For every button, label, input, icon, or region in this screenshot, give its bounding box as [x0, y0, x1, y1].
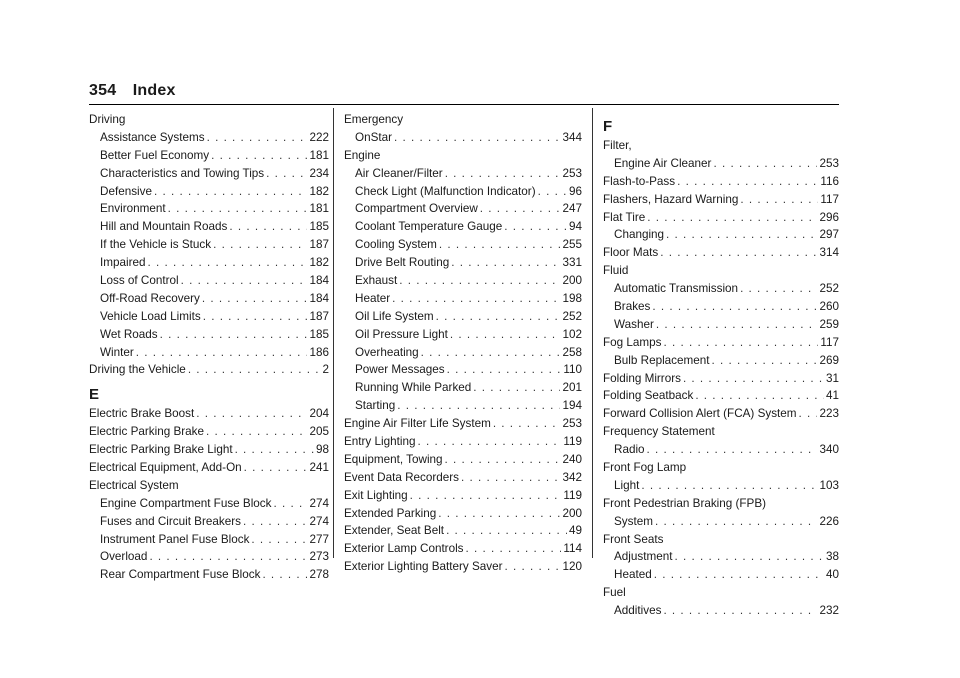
- index-entry: [603, 370, 839, 388]
- dot-leader: [493, 415, 561, 433]
- index-subentry: [603, 316, 839, 334]
- entry-label: Flash-to-Pass: [603, 174, 676, 188]
- entry-label: Cooling System: [355, 238, 437, 252]
- index-subentry: [603, 477, 839, 495]
- entry-page-number: 184: [309, 274, 329, 288]
- entry-label: Engine Compartment Fuse Block: [100, 496, 272, 510]
- index-subentry: [89, 147, 329, 165]
- header-rule: [89, 104, 839, 105]
- entry-label: Winter: [100, 345, 134, 359]
- entry-page-number: 103: [819, 478, 839, 492]
- index-entry: [344, 433, 582, 451]
- entry-label: Entry Lighting: [344, 435, 416, 449]
- index-column-1: [89, 111, 329, 584]
- index-subentry: [603, 352, 839, 370]
- entry-label: If the Vehicle is Stuck: [100, 238, 212, 252]
- entry-label: Compartment Overview: [355, 202, 478, 216]
- entry-label: System: [614, 514, 653, 528]
- index-entry: [89, 361, 329, 379]
- entry-label: Light: [614, 478, 640, 492]
- index-subentry: [344, 308, 582, 326]
- dot-leader: [244, 459, 308, 477]
- dot-leader: [436, 308, 561, 326]
- entry-page-number: 40: [825, 568, 839, 582]
- index-subentry: [603, 280, 839, 298]
- entry-label: Washer: [614, 317, 654, 331]
- index-heading: Electrical System: [89, 478, 179, 492]
- entry-page-number: 110: [563, 363, 582, 377]
- index-subentry: [603, 566, 839, 584]
- index-subentry: [603, 226, 839, 244]
- entry-page-number: 182: [309, 184, 329, 198]
- entry-label: Power Messages: [355, 363, 445, 377]
- entry-page-number: 181: [309, 202, 329, 216]
- dot-leader: [504, 218, 567, 236]
- index-heading: Driving: [89, 113, 126, 126]
- entry-page-number: 331: [562, 256, 582, 270]
- entry-page-number: 247: [562, 202, 582, 216]
- entry-page-number: 222: [309, 130, 329, 144]
- entry-label: Off-Road Recovery: [100, 291, 200, 305]
- dot-leader: [196, 405, 307, 423]
- dot-leader: [652, 298, 817, 316]
- entry-label: Flashers, Hazard Warning: [603, 192, 739, 206]
- entry-page-number: 102: [562, 327, 582, 341]
- index-subentry: [89, 236, 329, 254]
- entry-label: Electrical Equipment, Add-On: [89, 461, 242, 475]
- index-entry: [603, 191, 839, 209]
- entry-page-number: 253: [819, 156, 839, 170]
- entry-page-number: 232: [819, 604, 839, 618]
- index-subentry: [89, 165, 329, 183]
- dot-leader: [207, 129, 308, 147]
- index-entry: [344, 522, 582, 540]
- index-entry: [603, 334, 839, 352]
- entry-page-number: 273: [309, 550, 329, 564]
- entry-page-number: 260: [819, 300, 839, 314]
- dot-leader: [211, 147, 307, 165]
- entry-page-number: 117: [820, 192, 839, 206]
- entry-page-number: 253: [562, 166, 582, 180]
- column-divider: [333, 108, 334, 558]
- entry-page-number: 94: [568, 220, 582, 234]
- dot-leader: [399, 272, 560, 290]
- entry-page-number: 119: [563, 488, 582, 502]
- dot-leader: [262, 566, 307, 584]
- dot-leader: [647, 209, 817, 227]
- index-subentry: [344, 218, 582, 236]
- index-entry: [89, 405, 329, 423]
- dot-leader: [136, 344, 308, 362]
- entry-page-number: 2: [322, 363, 329, 377]
- index-entry: [344, 415, 582, 433]
- index-entry: [344, 487, 582, 505]
- section-letter: F: [603, 118, 613, 135]
- dot-leader: [154, 183, 308, 201]
- index-subentry: [344, 290, 582, 308]
- entry-label: Exterior Lighting Battery Saver: [344, 560, 503, 574]
- dot-leader: [235, 441, 314, 459]
- dot-leader: [447, 361, 562, 379]
- dot-leader: [674, 548, 824, 566]
- entry-page-number: 198: [562, 291, 582, 305]
- index-subentry: [89, 290, 329, 308]
- entry-label: Extender, Seat Belt: [344, 524, 445, 538]
- index-subentry: [603, 602, 839, 620]
- column-divider: [592, 108, 593, 558]
- index-entry: [603, 209, 839, 227]
- entry-label: Overload: [100, 550, 148, 564]
- index-subentry: [89, 308, 329, 326]
- entry-page-number: 252: [562, 309, 582, 323]
- entry-label: Forward Collision Alert (FCA) System: [603, 407, 797, 421]
- entry-page-number: 269: [819, 353, 839, 367]
- index-subentry: [344, 272, 582, 290]
- entry-page-number: 187: [309, 238, 329, 252]
- entry-page-number: 277: [309, 532, 329, 546]
- entry-page-number: 201: [562, 381, 582, 395]
- entry-label: Air Cleaner/Filter: [355, 166, 443, 180]
- index-subentry: [344, 379, 582, 397]
- entry-page-number: 194: [562, 399, 582, 413]
- entry-label: Engine Air Cleaner: [614, 156, 712, 170]
- dot-leader: [677, 173, 818, 191]
- entry-label: Electric Parking Brake Light: [89, 443, 233, 457]
- entry-page-number: 41: [825, 389, 839, 403]
- entry-page-number: 274: [309, 496, 329, 510]
- dot-leader: [655, 513, 818, 531]
- index-subentry: [89, 326, 329, 344]
- entry-label: Drive Belt Routing: [355, 256, 450, 270]
- index-subentry: [603, 548, 839, 566]
- entry-label: Running While Parked: [355, 381, 472, 395]
- index-subentry: [89, 495, 329, 513]
- dot-leader: [683, 370, 824, 388]
- section-letter: E: [89, 386, 100, 404]
- index-subentry: [344, 326, 582, 344]
- index-subentry: [603, 513, 839, 531]
- entry-page-number: 297: [819, 228, 839, 242]
- entry-label: Folding Seatback: [603, 389, 694, 403]
- index-subentry: [344, 165, 582, 183]
- dot-leader: [421, 344, 561, 362]
- dot-leader: [505, 558, 561, 576]
- entry-label: OnStar: [355, 130, 393, 144]
- entry-page-number: 185: [309, 327, 329, 341]
- index-subentry: [344, 183, 582, 201]
- dot-leader: [695, 387, 824, 405]
- index-column-3: [603, 111, 839, 620]
- page-number: 354: [89, 82, 117, 99]
- index-entry: [344, 505, 582, 523]
- dot-leader: [168, 200, 308, 218]
- index-subentry: [89, 344, 329, 362]
- entry-page-number: 184: [309, 291, 329, 305]
- index-subentry: [344, 254, 582, 272]
- entry-page-number: 253: [562, 417, 582, 431]
- index-subentry: [344, 129, 582, 147]
- index-subentry: [89, 200, 329, 218]
- entry-page-number: 98: [315, 443, 329, 457]
- entry-label: Exhaust: [355, 274, 398, 288]
- entry-label: Bulb Replacement: [614, 353, 710, 367]
- dot-leader: [188, 361, 321, 379]
- entry-page-number: 342: [562, 470, 582, 484]
- entry-label: Loss of Control: [100, 274, 179, 288]
- index-subentry: [89, 513, 329, 531]
- index-subentry: [89, 218, 329, 236]
- entry-page-number: 252: [819, 282, 839, 296]
- page-header: [89, 82, 176, 104]
- entry-page-number: 274: [309, 514, 329, 528]
- page-title: Index: [132, 82, 176, 99]
- entry-label: Heater: [355, 291, 391, 305]
- entry-label: Changing: [614, 228, 665, 242]
- index-heading: Filter,: [603, 139, 632, 152]
- dot-leader: [202, 290, 308, 308]
- index-entry: [603, 405, 839, 423]
- entry-label: Additives: [614, 604, 662, 618]
- index-entry: [603, 173, 839, 191]
- entry-page-number: 226: [819, 514, 839, 528]
- index-subentry: [603, 441, 839, 459]
- dot-leader: [229, 218, 307, 236]
- index-entry: [603, 244, 839, 262]
- entry-page-number: 185: [309, 220, 329, 234]
- entry-page-number: 259: [819, 317, 839, 331]
- entry-label: Rear Compartment Fuse Block: [100, 568, 261, 582]
- index-entry: [603, 387, 839, 405]
- entry-page-number: 234: [309, 166, 329, 180]
- dot-leader: [439, 236, 561, 254]
- dot-leader: [461, 469, 561, 487]
- entry-page-number: 205: [309, 425, 329, 439]
- dot-leader: [480, 200, 561, 218]
- entry-label: Adjustment: [614, 550, 673, 564]
- entry-label: Heated: [614, 568, 652, 582]
- index-column-2: [344, 111, 582, 576]
- entry-label: Electric Parking Brake: [89, 425, 204, 439]
- index-entry: [89, 423, 329, 441]
- entry-page-number: 200: [562, 274, 582, 288]
- dot-leader: [445, 451, 561, 469]
- entry-label: Vehicle Load Limits: [100, 309, 201, 323]
- entry-page-number: 223: [819, 407, 839, 421]
- entry-label: Wet Roads: [100, 327, 158, 341]
- index-subentry: [344, 344, 582, 362]
- entry-page-number: 49: [568, 524, 582, 538]
- entry-label: Brakes: [614, 300, 651, 314]
- dot-leader: [712, 352, 818, 370]
- index-subentry: [89, 548, 329, 566]
- index-entry: [344, 558, 582, 576]
- entry-label: Automatic Transmission: [614, 282, 739, 296]
- dot-leader: [473, 379, 560, 397]
- index-heading: Emergency: [344, 113, 404, 126]
- entry-page-number: 116: [820, 174, 839, 188]
- entry-label: Exterior Lamp Controls: [344, 542, 464, 556]
- dot-leader: [713, 155, 817, 173]
- dot-leader: [647, 441, 818, 459]
- entry-page-number: 200: [562, 506, 582, 520]
- index-entry: [344, 469, 582, 487]
- index-subentry: [344, 200, 582, 218]
- entry-page-number: 181: [309, 148, 329, 162]
- entry-label: Fuses and Circuit Breakers: [100, 514, 241, 528]
- index-entry: [344, 540, 582, 558]
- entry-page-number: 186: [309, 345, 329, 359]
- dot-leader: [740, 280, 817, 298]
- dot-leader: [251, 531, 307, 549]
- entry-label: Exit Lighting: [344, 488, 408, 502]
- dot-leader: [243, 513, 308, 531]
- dot-leader: [641, 477, 817, 495]
- entry-page-number: 240: [562, 452, 582, 466]
- entry-page-number: 114: [563, 542, 582, 556]
- index-entry: [89, 459, 329, 477]
- dot-leader: [466, 540, 562, 558]
- entry-page-number: 255: [562, 238, 582, 252]
- entry-page-number: 96: [568, 184, 582, 198]
- dot-leader: [799, 405, 818, 423]
- entry-label: Flat Tire: [603, 210, 646, 224]
- entry-label: Characteristics and Towing Tips: [100, 166, 265, 180]
- dot-leader: [213, 236, 307, 254]
- entry-page-number: 258: [562, 345, 582, 359]
- dot-leader: [397, 397, 560, 415]
- dot-leader: [663, 602, 817, 620]
- entry-page-number: 278: [309, 568, 329, 582]
- index-heading: Engine: [344, 148, 381, 162]
- index-heading: Frequency Statement: [603, 425, 715, 439]
- entry-page-number: 204: [309, 407, 329, 421]
- dot-leader: [654, 566, 824, 584]
- dot-leader: [203, 308, 308, 326]
- dot-leader: [538, 183, 567, 201]
- dot-leader: [394, 129, 560, 147]
- dot-leader: [740, 191, 818, 209]
- index-subentry: [603, 298, 839, 316]
- entry-page-number: 187: [309, 309, 329, 323]
- index-heading: Front Pedestrian Braking (FPB): [603, 496, 767, 510]
- entry-page-number: 182: [309, 256, 329, 270]
- dot-leader: [445, 165, 561, 183]
- dot-leader: [392, 290, 560, 308]
- dot-leader: [410, 487, 562, 505]
- entry-page-number: 119: [563, 435, 582, 449]
- entry-label: Fog Lamps: [603, 335, 662, 349]
- dot-leader: [206, 423, 308, 441]
- entry-page-number: 31: [825, 371, 839, 385]
- index-subentry: [344, 397, 582, 415]
- entry-page-number: 117: [820, 335, 839, 349]
- entry-label: Equipment, Towing: [344, 452, 443, 466]
- entry-label: Floor Mats: [603, 246, 659, 260]
- entry-label: Engine Air Filter Life System: [344, 417, 491, 431]
- entry-label: Oil Life System: [355, 309, 434, 323]
- dot-leader: [181, 272, 308, 290]
- entry-label: Folding Mirrors: [603, 371, 681, 385]
- entry-page-number: 314: [819, 246, 839, 260]
- dot-leader: [149, 548, 307, 566]
- entry-label: Instrument Panel Fuse Block: [100, 532, 250, 546]
- entry-label: Assistance Systems: [100, 130, 205, 144]
- index-heading: Front Fog Lamp: [603, 461, 687, 475]
- dot-leader: [438, 505, 560, 523]
- entry-label: Defensive: [100, 184, 152, 198]
- index-entry: [344, 451, 582, 469]
- entry-page-number: 38: [825, 550, 839, 564]
- entry-label: Starting: [355, 399, 396, 413]
- entry-page-number: 241: [309, 461, 329, 475]
- entry-page-number: 120: [562, 560, 582, 574]
- entry-label: Check Light (Malfunction Indicator): [355, 184, 536, 198]
- index-subentry: [344, 361, 582, 379]
- dot-leader: [660, 244, 817, 262]
- index-subentry: [603, 155, 839, 173]
- entry-label: Extended Parking: [344, 506, 437, 520]
- entry-label: Coolant Temperature Gauge: [355, 220, 503, 234]
- dot-leader: [656, 316, 818, 334]
- dot-leader: [160, 326, 308, 344]
- entry-page-number: 340: [819, 443, 839, 457]
- dot-leader: [274, 495, 308, 513]
- entry-page-number: 344: [562, 130, 582, 144]
- entry-label: Hill and Mountain Roads: [100, 220, 228, 234]
- index-subentry: [89, 254, 329, 272]
- index-heading: Fluid: [603, 264, 629, 278]
- entry-label: Electric Brake Boost: [89, 407, 195, 421]
- entry-label: Environment: [100, 202, 166, 216]
- entry-label: Oil Pressure Light: [355, 327, 448, 341]
- dot-leader: [147, 254, 307, 272]
- entry-page-number: 296: [819, 210, 839, 224]
- index-heading: Fuel: [603, 586, 626, 600]
- dot-leader: [446, 522, 567, 540]
- index-heading: Front Seats: [603, 532, 664, 546]
- index-subentry: [89, 129, 329, 147]
- index-subentry: [89, 183, 329, 201]
- entry-label: Driving the Vehicle: [89, 363, 186, 377]
- entry-label: Radio: [614, 443, 645, 457]
- dot-leader: [666, 226, 817, 244]
- dot-leader: [451, 254, 560, 272]
- entry-label: Impaired: [100, 256, 146, 270]
- dot-leader: [266, 165, 307, 183]
- index-subentry: [89, 566, 329, 584]
- entry-label: Better Fuel Economy: [100, 148, 210, 162]
- index-subentry: [344, 236, 582, 254]
- dot-leader: [450, 326, 561, 344]
- index-subentry: [89, 272, 329, 290]
- entry-label: Event Data Recorders: [344, 470, 459, 484]
- dot-leader: [417, 433, 561, 451]
- dot-leader: [663, 334, 818, 352]
- entry-label: Overheating: [355, 345, 419, 359]
- index-entry: [89, 441, 329, 459]
- index-subentry: [89, 531, 329, 549]
